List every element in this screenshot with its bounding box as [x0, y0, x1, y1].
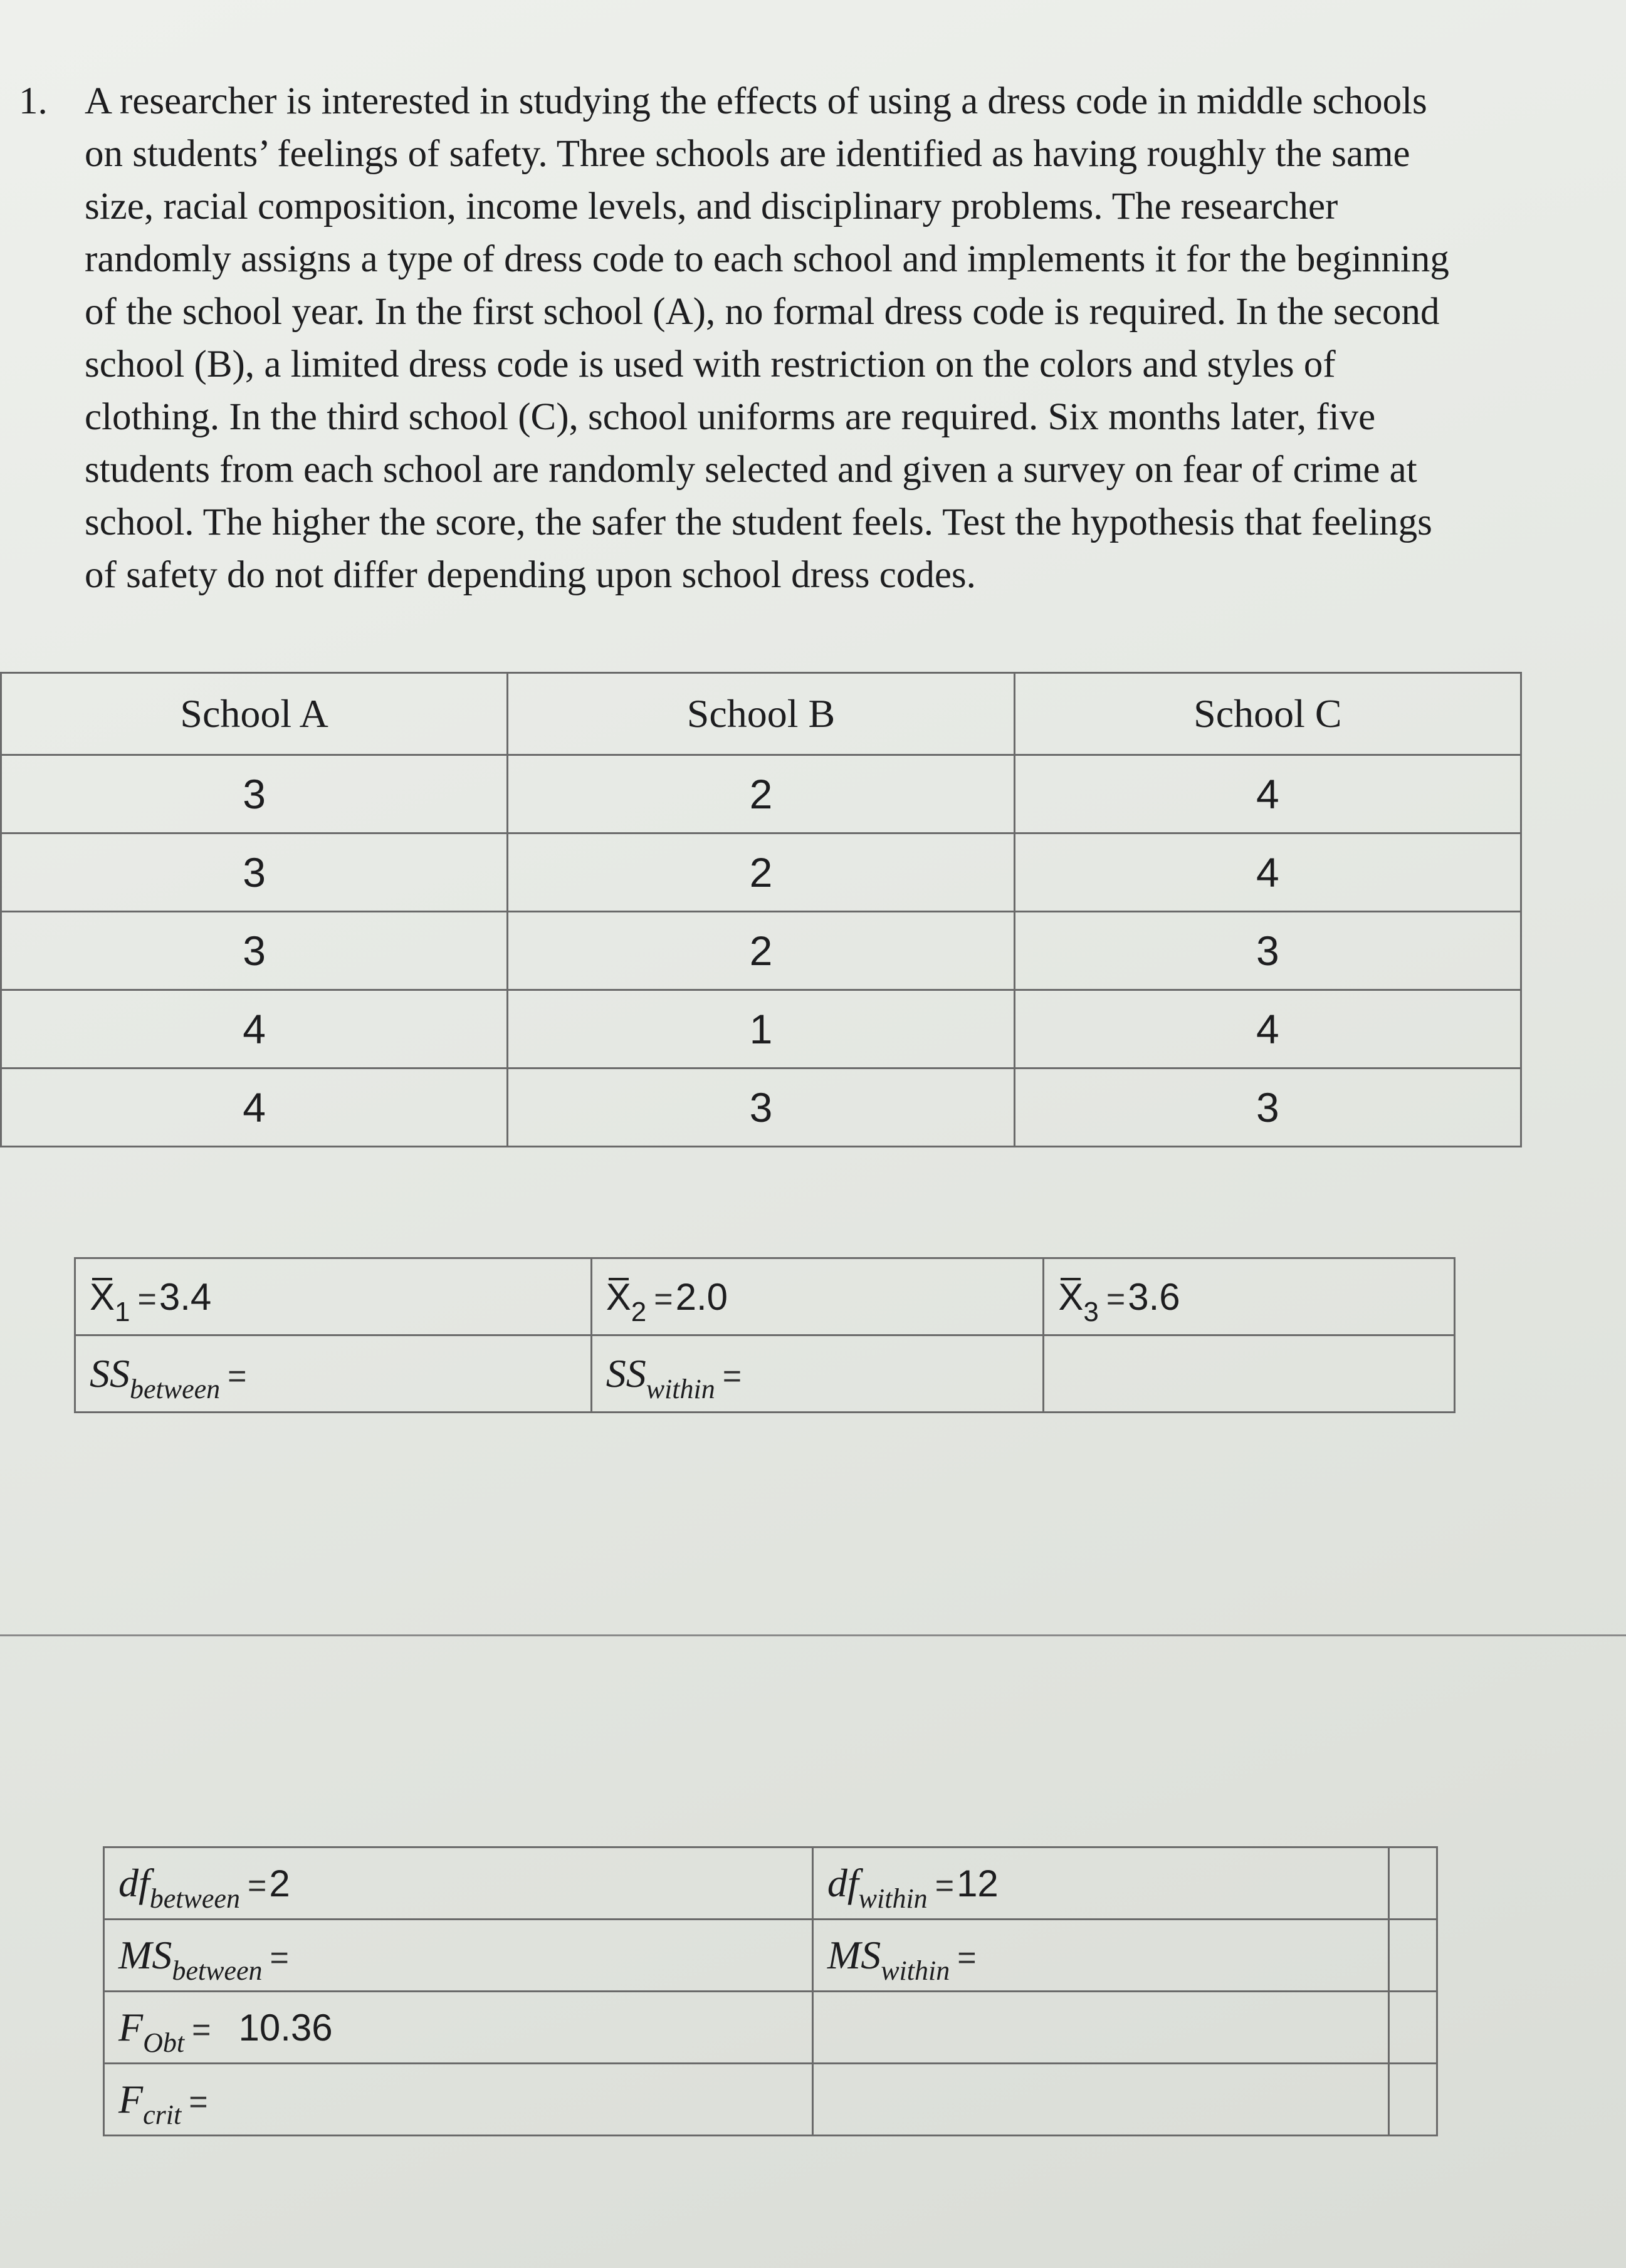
mean-x2-sub: 2: [631, 1296, 647, 1327]
empty-cell: [1388, 1920, 1437, 1992]
means-table: [74, 1257, 1456, 1413]
f-crit-row: [104, 2064, 1437, 2136]
ss-within-sub: within: [646, 1374, 715, 1404]
question-line: of safety do not differ depending upon school dress codes.: [85, 554, 976, 596]
mean-x3-sub: 3: [1083, 1296, 1099, 1327]
score-cell: 3: [1, 912, 508, 990]
score-cell: 3: [1, 834, 508, 912]
question-block: [19, 75, 1536, 602]
empty-cell: [1388, 1992, 1437, 2064]
table-row: [1, 834, 1521, 912]
question-line: size, racial composition, income levels, and disciplinary problems. The researcher: [85, 186, 1338, 227]
f-obt-row: [104, 1992, 1437, 2064]
mean-x2-symbol: X: [606, 1275, 631, 1318]
df-between-symbol: df: [118, 1861, 150, 1905]
ss-within-cell: [591, 1335, 1044, 1413]
ms-within-sub: within: [881, 1955, 950, 1986]
means-row: [75, 1258, 1455, 1335]
question-line: randomly assigns a type of dress code to each school and implements it for the beginning: [85, 238, 1449, 280]
question-number: 1.: [19, 80, 48, 122]
question-line: school. The higher the score, the safer the student feels. Test the hypothesis that feelings: [85, 501, 1432, 543]
table-row: [1, 755, 1521, 834]
mean-x1-symbol: X: [90, 1275, 115, 1318]
f-crit-sub: crit: [143, 2099, 182, 2130]
ss-row: [75, 1335, 1455, 1413]
header-school-b: School B: [508, 673, 1014, 755]
mean-x2-cell: [591, 1258, 1044, 1335]
score-cell: 4: [1, 1069, 508, 1147]
score-cell: 3: [1, 755, 508, 834]
ms-between-cell: [104, 1920, 813, 1992]
question-line: of the school year. In the first school (A), no formal dress code is required. In the second: [85, 291, 1440, 333]
f-crit-symbol: F: [118, 2077, 144, 2121]
score-cell: 4: [1, 990, 508, 1069]
empty-cell: [1044, 1335, 1455, 1413]
df-between-cell: [104, 1847, 813, 1920]
empty-cell: [1388, 2064, 1437, 2136]
ms-within-cell: [812, 1920, 1388, 1992]
df-within-sub: within: [858, 1883, 928, 1914]
score-cell: 4: [1014, 834, 1521, 912]
f-obt-eq: =: [192, 2012, 211, 2048]
df-within-symbol: df: [827, 1861, 859, 1905]
score-cell: 2: [508, 834, 1014, 912]
question-line: students from each school are randomly selected and given a survey on fear of crime at: [85, 449, 1417, 491]
header-school-c: School C: [1014, 673, 1521, 755]
mean-x2-value: 2.0: [675, 1275, 728, 1318]
mean-x3-cell: [1044, 1258, 1455, 1335]
ms-row: [104, 1920, 1437, 1992]
score-cell: 3: [508, 1069, 1014, 1147]
header-school-a: School A: [1, 673, 508, 755]
f-obt-cell: [104, 1992, 813, 2064]
mean-x1-eq: =: [137, 1280, 157, 1317]
question-line: clothing. In the third school (C), school uniforms are required. Six months later, five: [85, 396, 1376, 438]
ms-within-eq: =: [957, 1940, 977, 1976]
df-between-value: 2: [269, 1863, 290, 1905]
table-row: [1, 912, 1521, 990]
mean-x1-sub: 1: [115, 1296, 130, 1327]
ss-between-eq: =: [228, 1358, 247, 1394]
df-row: [104, 1847, 1437, 1920]
ss-between-symbol: SS: [90, 1351, 130, 1396]
mean-x3-symbol: X: [1058, 1275, 1084, 1318]
df-within-cell: [812, 1847, 1388, 1920]
ss-between-sub: between: [130, 1374, 221, 1404]
f-crit-eq: =: [189, 2084, 208, 2120]
table-row: [1, 1069, 1521, 1147]
table-row: [1, 990, 1521, 1069]
question-line: A researcher is interested in studying the effects of using a dress code in middle schools: [85, 80, 1427, 122]
empty-cell: [812, 1992, 1388, 2064]
score-cell: 4: [1014, 990, 1521, 1069]
score-cell: 2: [508, 755, 1014, 834]
question-line: school (B), a limited dress code is used with restriction on the colors and styles of: [85, 343, 1336, 385]
ms-between-eq: =: [270, 1940, 289, 1976]
df-within-value: 12: [957, 1863, 999, 1905]
mean-x1-cell: [75, 1258, 592, 1335]
ms-within-symbol: MS: [827, 1933, 881, 1977]
ss-between-cell: [75, 1335, 592, 1413]
anova-table: [103, 1846, 1438, 2136]
section-divider: [0, 1634, 1626, 1636]
question-line: on students’ feelings of safety. Three schools are identified as having roughly the same: [85, 133, 1410, 175]
df-within-eq: =: [935, 1868, 955, 1904]
df-between-eq: =: [247, 1868, 267, 1904]
f-obt-sub: Obt: [143, 2027, 185, 2058]
f-obt-value: 10.36: [238, 2007, 333, 2049]
score-cell: 1: [508, 990, 1014, 1069]
score-cell: 3: [1014, 912, 1521, 990]
ss-within-eq: =: [722, 1358, 742, 1394]
mean-x2-eq: =: [654, 1280, 673, 1317]
score-cell: 4: [1014, 755, 1521, 834]
question-text: [85, 75, 1536, 602]
f-crit-cell: [104, 2064, 813, 2136]
f-obt-symbol: F: [118, 2005, 144, 2049]
empty-cell: [1388, 1847, 1437, 1920]
df-between-sub: between: [149, 1883, 240, 1914]
ms-between-symbol: MS: [118, 1933, 172, 1977]
scores-header-row: [1, 673, 1521, 755]
score-cell: 2: [508, 912, 1014, 990]
score-cell: 3: [1014, 1069, 1521, 1147]
mean-x1-value: 3.4: [159, 1275, 212, 1318]
ss-within-symbol: SS: [606, 1351, 646, 1396]
mean-x3-eq: =: [1106, 1280, 1126, 1317]
empty-cell: [812, 2064, 1388, 2136]
ms-between-sub: between: [172, 1955, 263, 1986]
mean-x3-value: 3.6: [1128, 1275, 1180, 1318]
scores-table: [0, 672, 1522, 1147]
